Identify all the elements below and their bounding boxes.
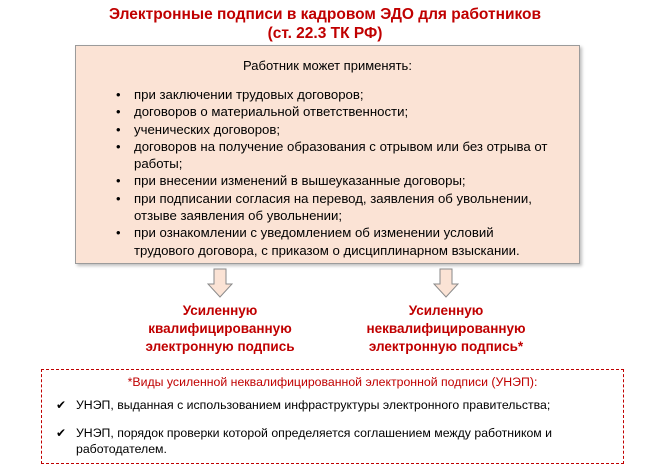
usage-list-item: • при подписании согласия на перевод, заявления об увольнении, отзыве заявления об увольнении; — [116, 190, 556, 225]
usage-list-item: • договоров о материальной ответственности; — [116, 103, 556, 120]
unep-types-note — [41, 369, 624, 464]
note-item-text: УНЭП, порядок проверки которой определяется соглашением между работником и работодателем. — [76, 426, 553, 456]
usage-list-item: • ученических договоров; — [116, 121, 556, 138]
diagram-title — [0, 5, 650, 43]
unqualified-signature-line: электронную подпись* — [368, 339, 524, 354]
unqualified-signature-line: Усиленную — [408, 303, 484, 318]
note-item — [56, 425, 611, 457]
unqualified-signature-label — [346, 302, 546, 356]
unqualified-signature-line: неквалифицированную — [366, 321, 526, 336]
title-line-2: (ст. 22.3 ТК РФ) — [267, 25, 383, 42]
usage-box-heading: Работник может применять: — [243, 58, 412, 73]
qualified-signature-line: квалифицированную — [148, 321, 292, 336]
usage-list-item: • при ознакомлении с уведомлением об изменении условий трудового договора, с приказом о дисциплинарном взыскании. — [116, 224, 556, 259]
usage-list-item: • при заключении трудовых договоров; — [116, 86, 556, 103]
qualified-signature-line: Усиленную — [182, 303, 258, 318]
usage-list-item: • при внесении изменений в вышеуказанные договоры; — [116, 172, 556, 189]
note-item — [56, 397, 611, 413]
usage-list — [116, 86, 556, 259]
title-line-1: Электронные подписи в кадровом ЭДО для работников — [108, 6, 542, 23]
note-item-text: УНЭП, выданная с использованием инфраструктуры электронного правительства; — [76, 398, 551, 412]
qualified-signature-line: электронную подпись — [145, 339, 295, 354]
check-icon: ✔ — [56, 398, 67, 412]
check-icon: ✔ — [56, 426, 67, 440]
down-arrow-icon — [207, 268, 233, 298]
qualified-signature-label — [120, 302, 320, 356]
usage-box — [75, 45, 580, 264]
note-title: *Виды усиленной неквалифицированной электронной подписи (УНЭП): — [127, 375, 538, 389]
usage-list-item: • договоров на получение образования с отрывом или без отрыва от работы; — [116, 138, 556, 173]
down-arrow-icon — [433, 268, 459, 298]
